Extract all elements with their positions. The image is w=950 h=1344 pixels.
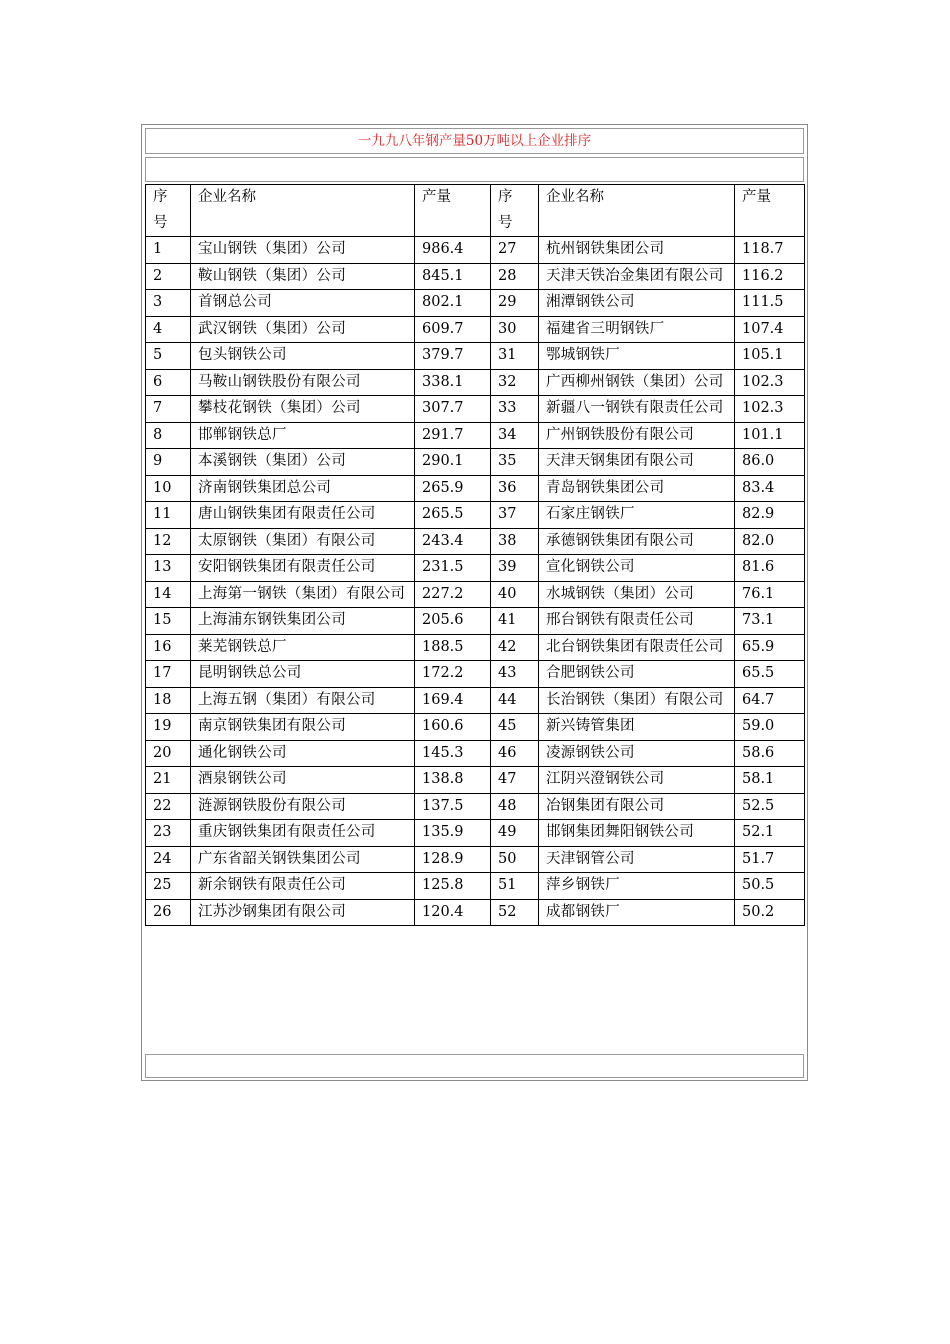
left-name-cell: 宝山钢铁（集团）公司: [191, 237, 415, 264]
footer-blank-row: [145, 1054, 804, 1078]
left-rank-cell: 16: [146, 634, 191, 661]
left-name-cell: 上海第一钢铁（集团）有限公司: [191, 581, 415, 608]
left-output-cell: 845.1: [415, 263, 491, 290]
right-rank-cell: 48: [491, 793, 539, 820]
table-row: [146, 290, 805, 317]
left-name-cell: 攀枝花钢铁（集团）公司: [191, 396, 415, 423]
right-rank-cell: 38: [491, 528, 539, 555]
left-output-cell: 137.5: [415, 793, 491, 820]
right-rank-cell: 36: [491, 475, 539, 502]
left-rank-cell: 14: [146, 581, 191, 608]
header-rank-left: 序号: [146, 185, 191, 237]
right-output-cell: 83.4: [735, 475, 805, 502]
header-rank-right: 序号: [491, 185, 539, 237]
left-rank-cell: 5: [146, 343, 191, 370]
right-output-cell: 59.0: [735, 714, 805, 741]
right-rank-cell: 45: [491, 714, 539, 741]
right-rank-cell: 42: [491, 634, 539, 661]
left-output-cell: 205.6: [415, 608, 491, 635]
left-rank-cell: 2: [146, 263, 191, 290]
right-output-cell: 81.6: [735, 555, 805, 582]
left-output-cell: 231.5: [415, 555, 491, 582]
right-output-cell: 52.5: [735, 793, 805, 820]
right-rank-cell: 49: [491, 820, 539, 847]
right-name-cell: 承德钢铁集团有限公司: [539, 528, 735, 555]
left-rank-cell: 1: [146, 237, 191, 264]
right-rank-cell: 33: [491, 396, 539, 423]
left-name-cell: 邯郸钢铁总厂: [191, 422, 415, 449]
left-rank-cell: 18: [146, 687, 191, 714]
left-rank-cell: 22: [146, 793, 191, 820]
right-output-cell: 50.5: [735, 873, 805, 900]
header-output-left: 产量: [415, 185, 491, 237]
left-output-cell: 120.4: [415, 899, 491, 926]
right-rank-cell: 35: [491, 449, 539, 476]
right-output-cell: 50.2: [735, 899, 805, 926]
right-rank-cell: 41: [491, 608, 539, 635]
blank-row: [145, 157, 804, 182]
left-rank-cell: 19: [146, 714, 191, 741]
right-rank-cell: 40: [491, 581, 539, 608]
right-name-cell: 长治钢铁（集团）有限公司: [539, 687, 735, 714]
right-output-cell: 58.6: [735, 740, 805, 767]
left-output-cell: 169.4: [415, 687, 491, 714]
right-name-cell: 新兴铸管集团: [539, 714, 735, 741]
left-rank-cell: 26: [146, 899, 191, 926]
table-row: [146, 767, 805, 794]
right-output-cell: 51.7: [735, 846, 805, 873]
header-output-right: 产量: [735, 185, 805, 237]
left-output-cell: 265.9: [415, 475, 491, 502]
right-name-cell: 凌源钢铁公司: [539, 740, 735, 767]
left-rank-cell: 10: [146, 475, 191, 502]
left-name-cell: 涟源钢铁股份有限公司: [191, 793, 415, 820]
left-output-cell: 291.7: [415, 422, 491, 449]
left-name-cell: 马鞍山钢铁股份有限公司: [191, 369, 415, 396]
table-row: [146, 396, 805, 423]
table-row: [146, 555, 805, 582]
right-rank-cell: 52: [491, 899, 539, 926]
left-name-cell: 上海浦东钢铁集团公司: [191, 608, 415, 635]
right-rank-cell: 32: [491, 369, 539, 396]
header-row: [146, 185, 805, 237]
left-name-cell: 武汉钢铁（集团）公司: [191, 316, 415, 343]
left-name-cell: 首钢总公司: [191, 290, 415, 317]
left-output-cell: 128.9: [415, 846, 491, 873]
right-rank-cell: 39: [491, 555, 539, 582]
right-name-cell: 天津天铁冶金集团有限公司: [539, 263, 735, 290]
right-name-cell: 湘潭钢铁公司: [539, 290, 735, 317]
left-rank-cell: 23: [146, 820, 191, 847]
left-name-cell: 昆明钢铁总公司: [191, 661, 415, 688]
left-output-cell: 125.8: [415, 873, 491, 900]
left-name-cell: 济南钢铁集团总公司: [191, 475, 415, 502]
right-rank-cell: 31: [491, 343, 539, 370]
right-output-cell: 73.1: [735, 608, 805, 635]
table-title: 一九九八年钢产量50万吨以上企业排序: [145, 128, 804, 154]
left-output-cell: 138.8: [415, 767, 491, 794]
table-row: [146, 661, 805, 688]
right-output-cell: 76.1: [735, 581, 805, 608]
table-row: [146, 793, 805, 820]
right-output-cell: 102.3: [735, 396, 805, 423]
right-output-cell: 116.2: [735, 263, 805, 290]
table-row: [146, 899, 805, 926]
left-rank-cell: 7: [146, 396, 191, 423]
left-name-cell: 鞍山钢铁（集团）公司: [191, 263, 415, 290]
ranking-table: [145, 184, 805, 926]
right-name-cell: 邯钢集团舞阳钢铁公司: [539, 820, 735, 847]
left-rank-cell: 13: [146, 555, 191, 582]
document-table-frame: [141, 124, 808, 1081]
table-row: [146, 343, 805, 370]
left-name-cell: 莱芜钢铁总厂: [191, 634, 415, 661]
right-rank-cell: 50: [491, 846, 539, 873]
right-rank-cell: 30: [491, 316, 539, 343]
table-row: [146, 581, 805, 608]
table-row: [146, 608, 805, 635]
right-rank-cell: 46: [491, 740, 539, 767]
right-output-cell: 58.1: [735, 767, 805, 794]
left-output-cell: 379.7: [415, 343, 491, 370]
right-output-cell: 107.4: [735, 316, 805, 343]
right-rank-cell: 28: [491, 263, 539, 290]
table-row: [146, 369, 805, 396]
left-name-cell: 上海五钢（集团）有限公司: [191, 687, 415, 714]
right-name-cell: 广州钢铁股份有限公司: [539, 422, 735, 449]
left-output-cell: 307.7: [415, 396, 491, 423]
left-rank-cell: 9: [146, 449, 191, 476]
left-name-cell: 酒泉钢铁公司: [191, 767, 415, 794]
right-name-cell: 邢台钢铁有限责任公司: [539, 608, 735, 635]
right-output-cell: 65.9: [735, 634, 805, 661]
left-rank-cell: 4: [146, 316, 191, 343]
left-output-cell: 135.9: [415, 820, 491, 847]
left-name-cell: 安阳钢铁集团有限责任公司: [191, 555, 415, 582]
right-output-cell: 118.7: [735, 237, 805, 264]
left-rank-cell: 6: [146, 369, 191, 396]
right-name-cell: 水城钢铁（集团）公司: [539, 581, 735, 608]
table-row: [146, 422, 805, 449]
left-output-cell: 172.2: [415, 661, 491, 688]
right-name-cell: 萍乡钢铁厂: [539, 873, 735, 900]
right-name-cell: 杭州钢铁集团公司: [539, 237, 735, 264]
table-row: [146, 528, 805, 555]
header-name-right: 企业名称: [539, 185, 735, 237]
right-rank-cell: 47: [491, 767, 539, 794]
left-rank-cell: 12: [146, 528, 191, 555]
left-name-cell: 南京钢铁集团有限公司: [191, 714, 415, 741]
left-name-cell: 新余钢铁有限责任公司: [191, 873, 415, 900]
right-name-cell: 合肥钢铁公司: [539, 661, 735, 688]
right-rank-cell: 37: [491, 502, 539, 529]
left-name-cell: 太原钢铁（集团）有限公司: [191, 528, 415, 555]
right-name-cell: 宣化钢铁公司: [539, 555, 735, 582]
right-name-cell: 青岛钢铁集团公司: [539, 475, 735, 502]
table-row: [146, 237, 805, 264]
left-output-cell: 290.1: [415, 449, 491, 476]
left-name-cell: 通化钢铁公司: [191, 740, 415, 767]
right-name-cell: 广西柳州钢铁（集团）公司: [539, 369, 735, 396]
table-row: [146, 449, 805, 476]
left-name-cell: 重庆钢铁集团有限责任公司: [191, 820, 415, 847]
right-name-cell: 福建省三明钢铁厂: [539, 316, 735, 343]
left-rank-cell: 17: [146, 661, 191, 688]
left-name-cell: 广东省韶关钢铁集团公司: [191, 846, 415, 873]
table-row: [146, 316, 805, 343]
table-row: [146, 740, 805, 767]
table-row: [146, 475, 805, 502]
left-output-cell: 338.1: [415, 369, 491, 396]
left-name-cell: 唐山钢铁集团有限责任公司: [191, 502, 415, 529]
left-rank-cell: 24: [146, 846, 191, 873]
left-output-cell: 243.4: [415, 528, 491, 555]
right-name-cell: 石家庄钢铁厂: [539, 502, 735, 529]
right-name-cell: 天津天钢集团有限公司: [539, 449, 735, 476]
left-name-cell: 本溪钢铁（集团）公司: [191, 449, 415, 476]
right-name-cell: 天津钢管公司: [539, 846, 735, 873]
left-output-cell: 160.6: [415, 714, 491, 741]
right-rank-cell: 44: [491, 687, 539, 714]
table-row: [146, 263, 805, 290]
left-rank-cell: 3: [146, 290, 191, 317]
right-output-cell: 82.9: [735, 502, 805, 529]
table-row: [146, 502, 805, 529]
left-output-cell: 145.3: [415, 740, 491, 767]
left-output-cell: 265.5: [415, 502, 491, 529]
right-output-cell: 82.0: [735, 528, 805, 555]
right-rank-cell: 43: [491, 661, 539, 688]
right-rank-cell: 29: [491, 290, 539, 317]
table-row: [146, 714, 805, 741]
left-output-cell: 609.7: [415, 316, 491, 343]
left-rank-cell: 25: [146, 873, 191, 900]
left-output-cell: 802.1: [415, 290, 491, 317]
right-output-cell: 52.1: [735, 820, 805, 847]
table-body: [146, 237, 805, 926]
left-rank-cell: 20: [146, 740, 191, 767]
table-row: [146, 846, 805, 873]
table-row: [146, 634, 805, 661]
right-output-cell: 86.0: [735, 449, 805, 476]
table-row: [146, 873, 805, 900]
right-name-cell: 鄂城钢铁厂: [539, 343, 735, 370]
left-rank-cell: 11: [146, 502, 191, 529]
right-output-cell: 102.3: [735, 369, 805, 396]
right-name-cell: 北台钢铁集团有限责任公司: [539, 634, 735, 661]
left-rank-cell: 8: [146, 422, 191, 449]
header-name-left: 企业名称: [191, 185, 415, 237]
left-rank-cell: 15: [146, 608, 191, 635]
table-row: [146, 820, 805, 847]
right-rank-cell: 27: [491, 237, 539, 264]
right-name-cell: 成都钢铁厂: [539, 899, 735, 926]
left-output-cell: 986.4: [415, 237, 491, 264]
left-name-cell: 江苏沙钢集团有限公司: [191, 899, 415, 926]
right-rank-cell: 34: [491, 422, 539, 449]
right-name-cell: 冶钢集团有限公司: [539, 793, 735, 820]
right-name-cell: 新疆八一钢铁有限责任公司: [539, 396, 735, 423]
right-name-cell: 江阴兴澄钢铁公司: [539, 767, 735, 794]
right-output-cell: 65.5: [735, 661, 805, 688]
left-output-cell: 188.5: [415, 634, 491, 661]
right-output-cell: 105.1: [735, 343, 805, 370]
right-output-cell: 111.5: [735, 290, 805, 317]
right-output-cell: 64.7: [735, 687, 805, 714]
right-rank-cell: 51: [491, 873, 539, 900]
left-rank-cell: 21: [146, 767, 191, 794]
right-output-cell: 101.1: [735, 422, 805, 449]
left-name-cell: 包头钢铁公司: [191, 343, 415, 370]
left-output-cell: 227.2: [415, 581, 491, 608]
table-row: [146, 687, 805, 714]
